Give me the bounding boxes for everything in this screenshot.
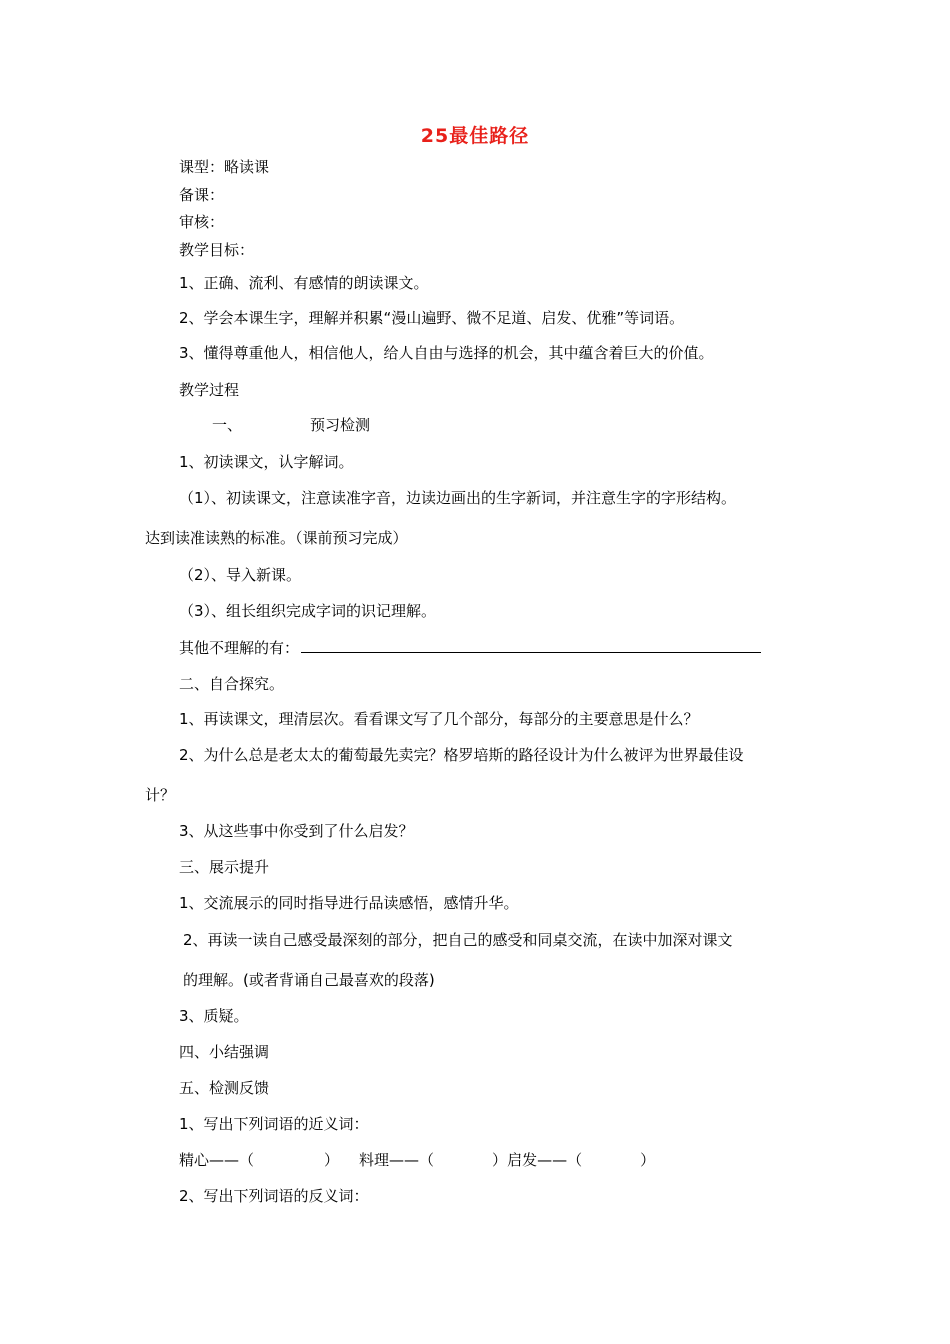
section-1-item: 1、初读课文，认字解词。 bbox=[179, 453, 354, 471]
bracket-close: ） bbox=[492, 1151, 508, 1169]
section-1-number: 一、 bbox=[212, 416, 243, 434]
answer-blank-line bbox=[301, 637, 761, 653]
section-1-sub-item: （3）、组长组织完成字词的识记理解。 bbox=[179, 602, 437, 620]
section-1-title: 预习检测 bbox=[310, 416, 371, 434]
section-3-item-continued: 的理解。(或者背诵自己最喜欢的段落) bbox=[183, 971, 435, 989]
bracket-close: ） bbox=[324, 1151, 340, 1169]
section-2-question-continued: 计？ bbox=[145, 786, 176, 804]
section-2-heading: 二、自合探究。 bbox=[179, 675, 285, 693]
synonym-word-2: 料理——（ bbox=[359, 1151, 435, 1169]
section-5-question: 1、写出下列词语的近义词： bbox=[179, 1115, 369, 1133]
section-3-item: 3、质疑。 bbox=[179, 1007, 249, 1025]
objective-item: 1、正确、流利、有感情的朗读课文。 bbox=[179, 274, 429, 292]
objectives-heading: 教学目标： bbox=[179, 241, 255, 259]
section-1-heading bbox=[212, 415, 370, 435]
section-1-sub-item-continued: 达到读准读熟的标准。（课前预习完成） bbox=[145, 529, 408, 547]
lesson-type: 课型：略读课 bbox=[179, 158, 270, 176]
other-unclear-line bbox=[179, 637, 761, 658]
page-title: 25最佳路径 bbox=[420, 125, 530, 147]
section-4-heading: 四、小结强调 bbox=[179, 1043, 270, 1061]
bracket-close: ） bbox=[640, 1151, 656, 1169]
synonym-row bbox=[179, 1150, 655, 1170]
section-5-heading: 五、检测反馈 bbox=[179, 1079, 270, 1097]
review-field: 审核： bbox=[179, 213, 225, 231]
section-2-question: 1、再读课文，理清层次。看看课文写了几个部分，每部分的主要意思是什么？ bbox=[179, 710, 699, 728]
section-1-sub-item: （2）、导入新课。 bbox=[179, 566, 302, 584]
section-5-question: 2、写出下列词语的反义词： bbox=[179, 1187, 369, 1205]
synonym-word-3: 启发——（ bbox=[507, 1151, 583, 1169]
process-heading: 教学过程 bbox=[179, 381, 240, 399]
objective-item: 3、懂得尊重他人，相信他人，给人自由与选择的机会，其中蕴含着巨大的价值。 bbox=[179, 344, 714, 362]
section-3-item: 2、再读一读自己感受最深刻的部分，把自己的感受和同桌交流，在读中加深对课文 bbox=[183, 931, 733, 949]
section-3-heading: 三、展示提升 bbox=[179, 858, 270, 876]
section-2-question: 3、从这些事中你受到了什么启发？ bbox=[179, 822, 414, 840]
section-3-item: 1、交流展示的同时指导进行品读感悟，感情升华。 bbox=[179, 894, 519, 912]
synonym-word-1: 精心——（ bbox=[179, 1151, 255, 1169]
section-2-question: 2、为什么总是老太太的葡萄最先卖完？格罗培斯的路径设计为什么被评为世界最佳设 bbox=[179, 746, 744, 764]
prep-field: 备课： bbox=[179, 186, 225, 204]
objective-item: 2、学会本课生字，理解并积累“漫山遍野、微不足道、启发、优雅”等词语。 bbox=[179, 309, 685, 327]
section-1-sub-item: （1）、初读课文，注意读准字音，边读边画出的生字新词，并注意生字的字形结构。 bbox=[179, 489, 737, 507]
other-unclear-label: 其他不理解的有： bbox=[179, 639, 300, 657]
